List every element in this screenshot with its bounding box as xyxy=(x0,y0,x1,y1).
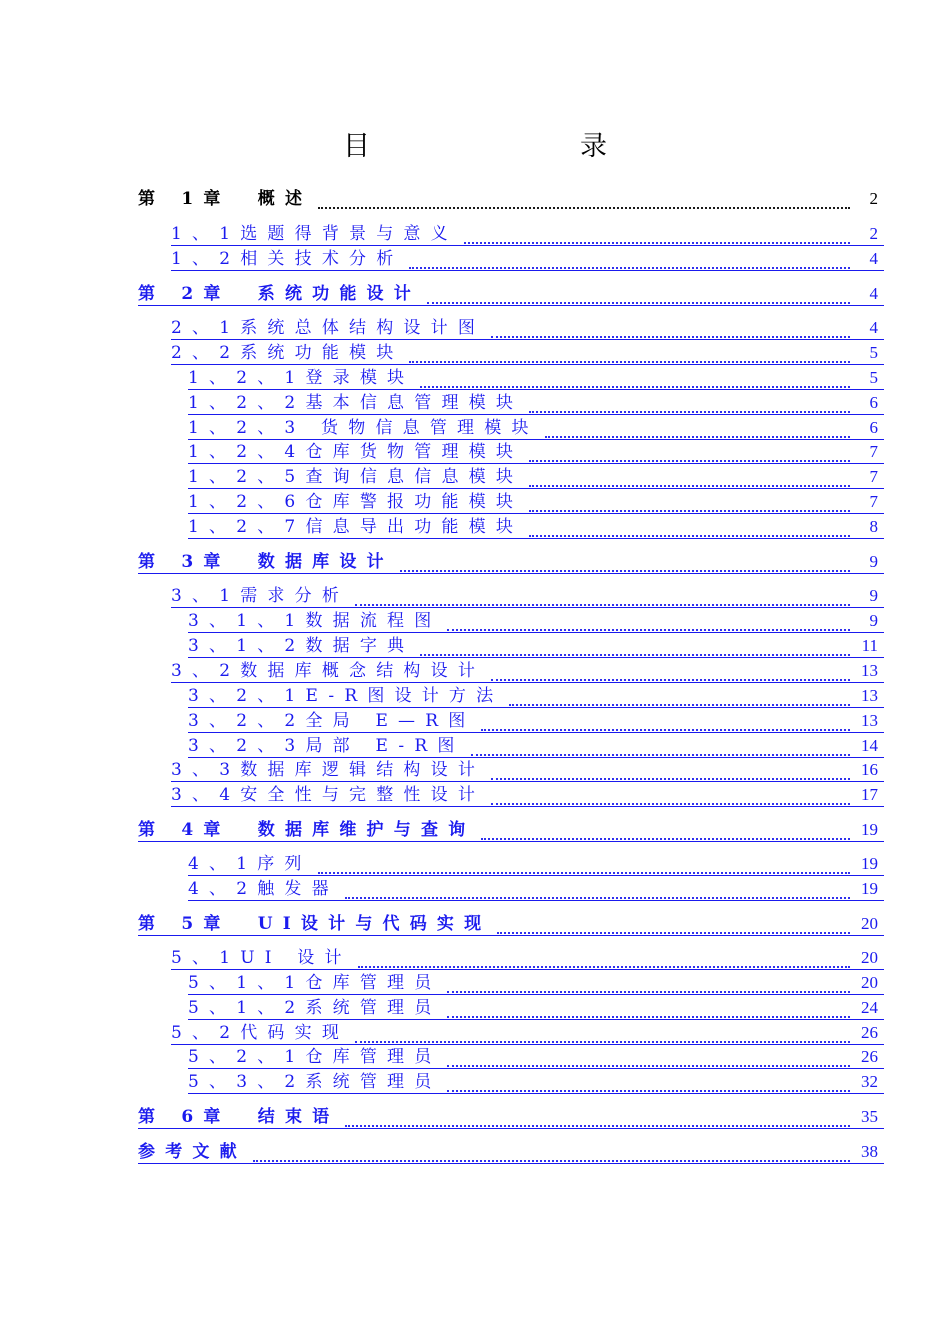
toc-section-entry[interactable] xyxy=(171,759,884,782)
toc-entry-page-number: 4 xyxy=(869,318,878,337)
toc-entry-label: 5、2代码实现 xyxy=(171,1023,350,1043)
toc-entry-label: 3、2、2全局 E—R图 xyxy=(188,711,476,731)
toc-entry-page-number: 20 xyxy=(861,973,878,992)
toc-dot-leader xyxy=(509,686,850,706)
toc-entry-label: 1、2、2基本信息管理模块 xyxy=(188,393,524,413)
toc-section-entry[interactable] xyxy=(188,441,884,464)
toc-dot-leader xyxy=(447,1072,850,1092)
toc-dot-leader xyxy=(491,785,850,805)
toc-entry-page-number: 2 xyxy=(869,224,878,243)
toc-entry-label: 第 2章 系统功能设计 xyxy=(138,284,421,304)
toc-entry-label: 4、2触发器 xyxy=(188,879,339,899)
toc-section-entry[interactable] xyxy=(171,1022,884,1045)
toc-section-entry[interactable] xyxy=(188,417,884,440)
toc-entry-page-number: 4 xyxy=(869,284,878,303)
toc-entry-page-number: 7 xyxy=(869,467,878,486)
toc-entry-page-number: 9 xyxy=(869,586,878,605)
toc-dot-leader xyxy=(529,517,850,537)
toc-dot-leader xyxy=(427,284,850,304)
toc-entry-page-number: 4 xyxy=(869,249,878,268)
toc-section-entry[interactable] xyxy=(188,466,884,489)
toc-entry-label: 第 5章 UI设计与代码实现 xyxy=(138,914,492,934)
toc-section-entry[interactable] xyxy=(171,947,884,970)
toc-entry-page-number: 11 xyxy=(861,636,878,655)
toc-dot-leader xyxy=(345,1107,850,1127)
toc-entry-page-number: 26 xyxy=(861,1047,878,1066)
toc-section-entry[interactable] xyxy=(188,367,884,390)
toc-entry-page-number: 38 xyxy=(861,1142,878,1161)
toc-entry-page-number: 17 xyxy=(861,785,878,804)
toc-entry-page-number: 13 xyxy=(861,711,878,730)
toc-section-entry[interactable] xyxy=(188,853,884,876)
toc-dot-leader xyxy=(420,636,850,656)
toc-section-entry[interactable] xyxy=(188,735,884,758)
toc-entry-label: 3、4安全性与完整性设计 xyxy=(171,785,486,805)
toc-section-entry[interactable] xyxy=(188,516,884,539)
toc-entry-label: 1、2、3 货物信息管理模块 xyxy=(188,418,539,438)
toc-chapter-entry[interactable] xyxy=(138,1106,884,1129)
toc-dot-leader xyxy=(481,711,850,731)
toc-dot-leader xyxy=(355,586,850,606)
toc-dot-leader xyxy=(447,973,850,993)
toc-dot-leader xyxy=(529,393,850,413)
toc-section-entry[interactable] xyxy=(188,997,884,1020)
toc-entry-label: 参考文献 xyxy=(138,1142,247,1162)
toc-section-entry[interactable] xyxy=(188,392,884,415)
toc-entry-page-number: 7 xyxy=(869,442,878,461)
toc-entry-label: 3、3数据库逻辑结构设计 xyxy=(171,760,486,780)
toc-entry-page-number: 19 xyxy=(861,879,878,898)
toc-entry-label: 3、1、1数据流程图 xyxy=(188,611,442,631)
toc-dot-leader xyxy=(464,224,850,244)
toc-entry-page-number: 13 xyxy=(861,686,878,705)
toc-entry-label: 1、2、7信息导出功能模块 xyxy=(188,517,524,537)
toc-dot-leader xyxy=(447,1047,850,1067)
toc-entry-page-number: 5 xyxy=(869,368,878,387)
toc-chapter-entry[interactable] xyxy=(138,819,884,842)
toc-entry-label: 3、2、1E-R图设计方法 xyxy=(188,686,504,706)
toc-section-entry[interactable] xyxy=(171,342,884,365)
toc-entry-page-number: 20 xyxy=(861,948,878,967)
toc-section-entry[interactable] xyxy=(188,491,884,514)
toc-entry-page-number: 2 xyxy=(869,189,878,208)
toc-entry-label: 3、1需求分析 xyxy=(171,586,350,606)
toc-dot-leader xyxy=(447,998,850,1018)
toc-dot-leader xyxy=(491,760,850,780)
toc-entry-label: 3、2数据库概念结构设计 xyxy=(171,661,486,681)
toc-entry-label: 1、1选题得背景与意义 xyxy=(171,224,458,244)
toc-entry-page-number: 5 xyxy=(869,343,878,362)
toc-entry-label: 5、1UI 设计 xyxy=(171,948,352,968)
toc-entry-page-number: 9 xyxy=(869,552,878,571)
toc-entry-page-number: 19 xyxy=(861,854,878,873)
toc-entry-label: 第 6章 结束语 xyxy=(138,1107,340,1127)
toc-dot-leader xyxy=(491,661,850,681)
toc-dot-leader xyxy=(481,820,850,840)
toc-entry-label: 第 4章 数据库维护与查询 xyxy=(138,820,476,840)
toc-entry-page-number: 32 xyxy=(861,1072,878,1091)
toc-dot-leader xyxy=(318,189,850,209)
toc-entry-label: 5、2、1仓库管理员 xyxy=(188,1047,442,1067)
toc-entry-page-number: 14 xyxy=(861,736,878,755)
toc-dot-leader xyxy=(400,552,850,572)
toc-section-entry[interactable] xyxy=(188,1071,884,1094)
toc-entry-label: 1、2、4仓库货物管理模块 xyxy=(188,442,524,462)
toc-entry-label: 1、2相关技术分析 xyxy=(171,249,404,269)
toc-entry-page-number: 16 xyxy=(861,760,878,779)
toc-chapter-entry[interactable] xyxy=(138,1141,884,1164)
toc-entry-label: 3、1、2数据字典 xyxy=(188,636,415,656)
toc-dot-leader xyxy=(545,418,850,438)
toc-section-entry[interactable] xyxy=(171,317,884,340)
toc-chapter-entry xyxy=(138,188,884,210)
toc-dot-leader xyxy=(318,854,850,874)
toc-section-entry[interactable] xyxy=(188,878,884,901)
toc-section-entry[interactable] xyxy=(188,635,884,658)
toc-entry-label: 5、1、2系统管理员 xyxy=(188,998,442,1018)
toc-dot-leader xyxy=(420,368,850,388)
toc-section-entry[interactable] xyxy=(171,223,884,246)
toc-entry-label: 1、2、1登录模块 xyxy=(188,368,415,388)
toc-entry-label: 第 1章 概述 xyxy=(138,189,313,209)
toc-chapter-entry[interactable] xyxy=(138,913,884,936)
toc-dot-leader xyxy=(529,442,850,462)
toc-section-entry[interactable] xyxy=(171,784,884,807)
toc-entry-page-number: 7 xyxy=(869,492,878,511)
toc-entry-label: 2、1系统总体结构设计图 xyxy=(171,318,486,338)
toc-section-entry[interactable] xyxy=(188,685,884,708)
toc-dot-leader xyxy=(471,736,850,756)
toc-entry-page-number: 6 xyxy=(869,393,878,412)
toc-section-entry[interactable] xyxy=(188,710,884,733)
toc-section-entry[interactable] xyxy=(188,610,884,633)
toc-entry-page-number: 24 xyxy=(861,998,878,1017)
toc-entry-label: 第 3章 数据库设计 xyxy=(138,552,394,572)
toc-section-entry[interactable] xyxy=(188,972,884,995)
toc-dot-leader xyxy=(529,492,850,512)
toc-dot-leader xyxy=(447,611,850,631)
toc-chapter-entry[interactable] xyxy=(138,283,884,306)
toc-entry-page-number: 35 xyxy=(861,1107,878,1126)
toc-entry-page-number: 20 xyxy=(861,914,878,933)
toc-chapter-entry[interactable] xyxy=(138,551,884,574)
toc-entry-label: 5、1、1仓库管理员 xyxy=(188,973,442,993)
toc-entry-page-number: 8 xyxy=(869,517,878,536)
toc-entry-label: 1、2、5查询信息信息模块 xyxy=(188,467,524,487)
toc-entry-page-number: 13 xyxy=(861,661,878,680)
toc-dot-leader xyxy=(253,1142,850,1162)
toc-dot-leader xyxy=(358,948,850,968)
toc-section-entry[interactable] xyxy=(188,1046,884,1069)
toc-dot-leader xyxy=(409,343,850,363)
toc-entry-page-number: 6 xyxy=(869,418,878,437)
toc-entry-page-number: 26 xyxy=(861,1023,878,1042)
toc-section-entry[interactable] xyxy=(171,248,884,271)
toc-entry-label: 5、3、2系统管理员 xyxy=(188,1072,442,1092)
toc-dot-leader xyxy=(345,879,850,899)
toc-dot-leader xyxy=(409,249,850,269)
toc-entry-page-number: 9 xyxy=(869,611,878,630)
toc-dot-leader xyxy=(355,1023,850,1043)
toc-dot-leader xyxy=(497,914,850,934)
toc-entry-label: 1、2、6仓库警报功能模块 xyxy=(188,492,524,512)
toc-entry-label: 4、1序列 xyxy=(188,854,312,874)
toc-entry-page-number: 19 xyxy=(861,820,878,839)
toc-entry-label: 2、2系统功能模块 xyxy=(171,343,404,363)
toc-dot-leader xyxy=(529,467,850,487)
page-title: 目 录 xyxy=(343,131,659,162)
toc-dot-leader xyxy=(491,318,850,338)
toc-section-entry[interactable] xyxy=(171,660,884,683)
toc-entry-label: 3、2、3局部 E-R图 xyxy=(188,736,465,756)
toc-section-entry[interactable] xyxy=(171,585,884,608)
